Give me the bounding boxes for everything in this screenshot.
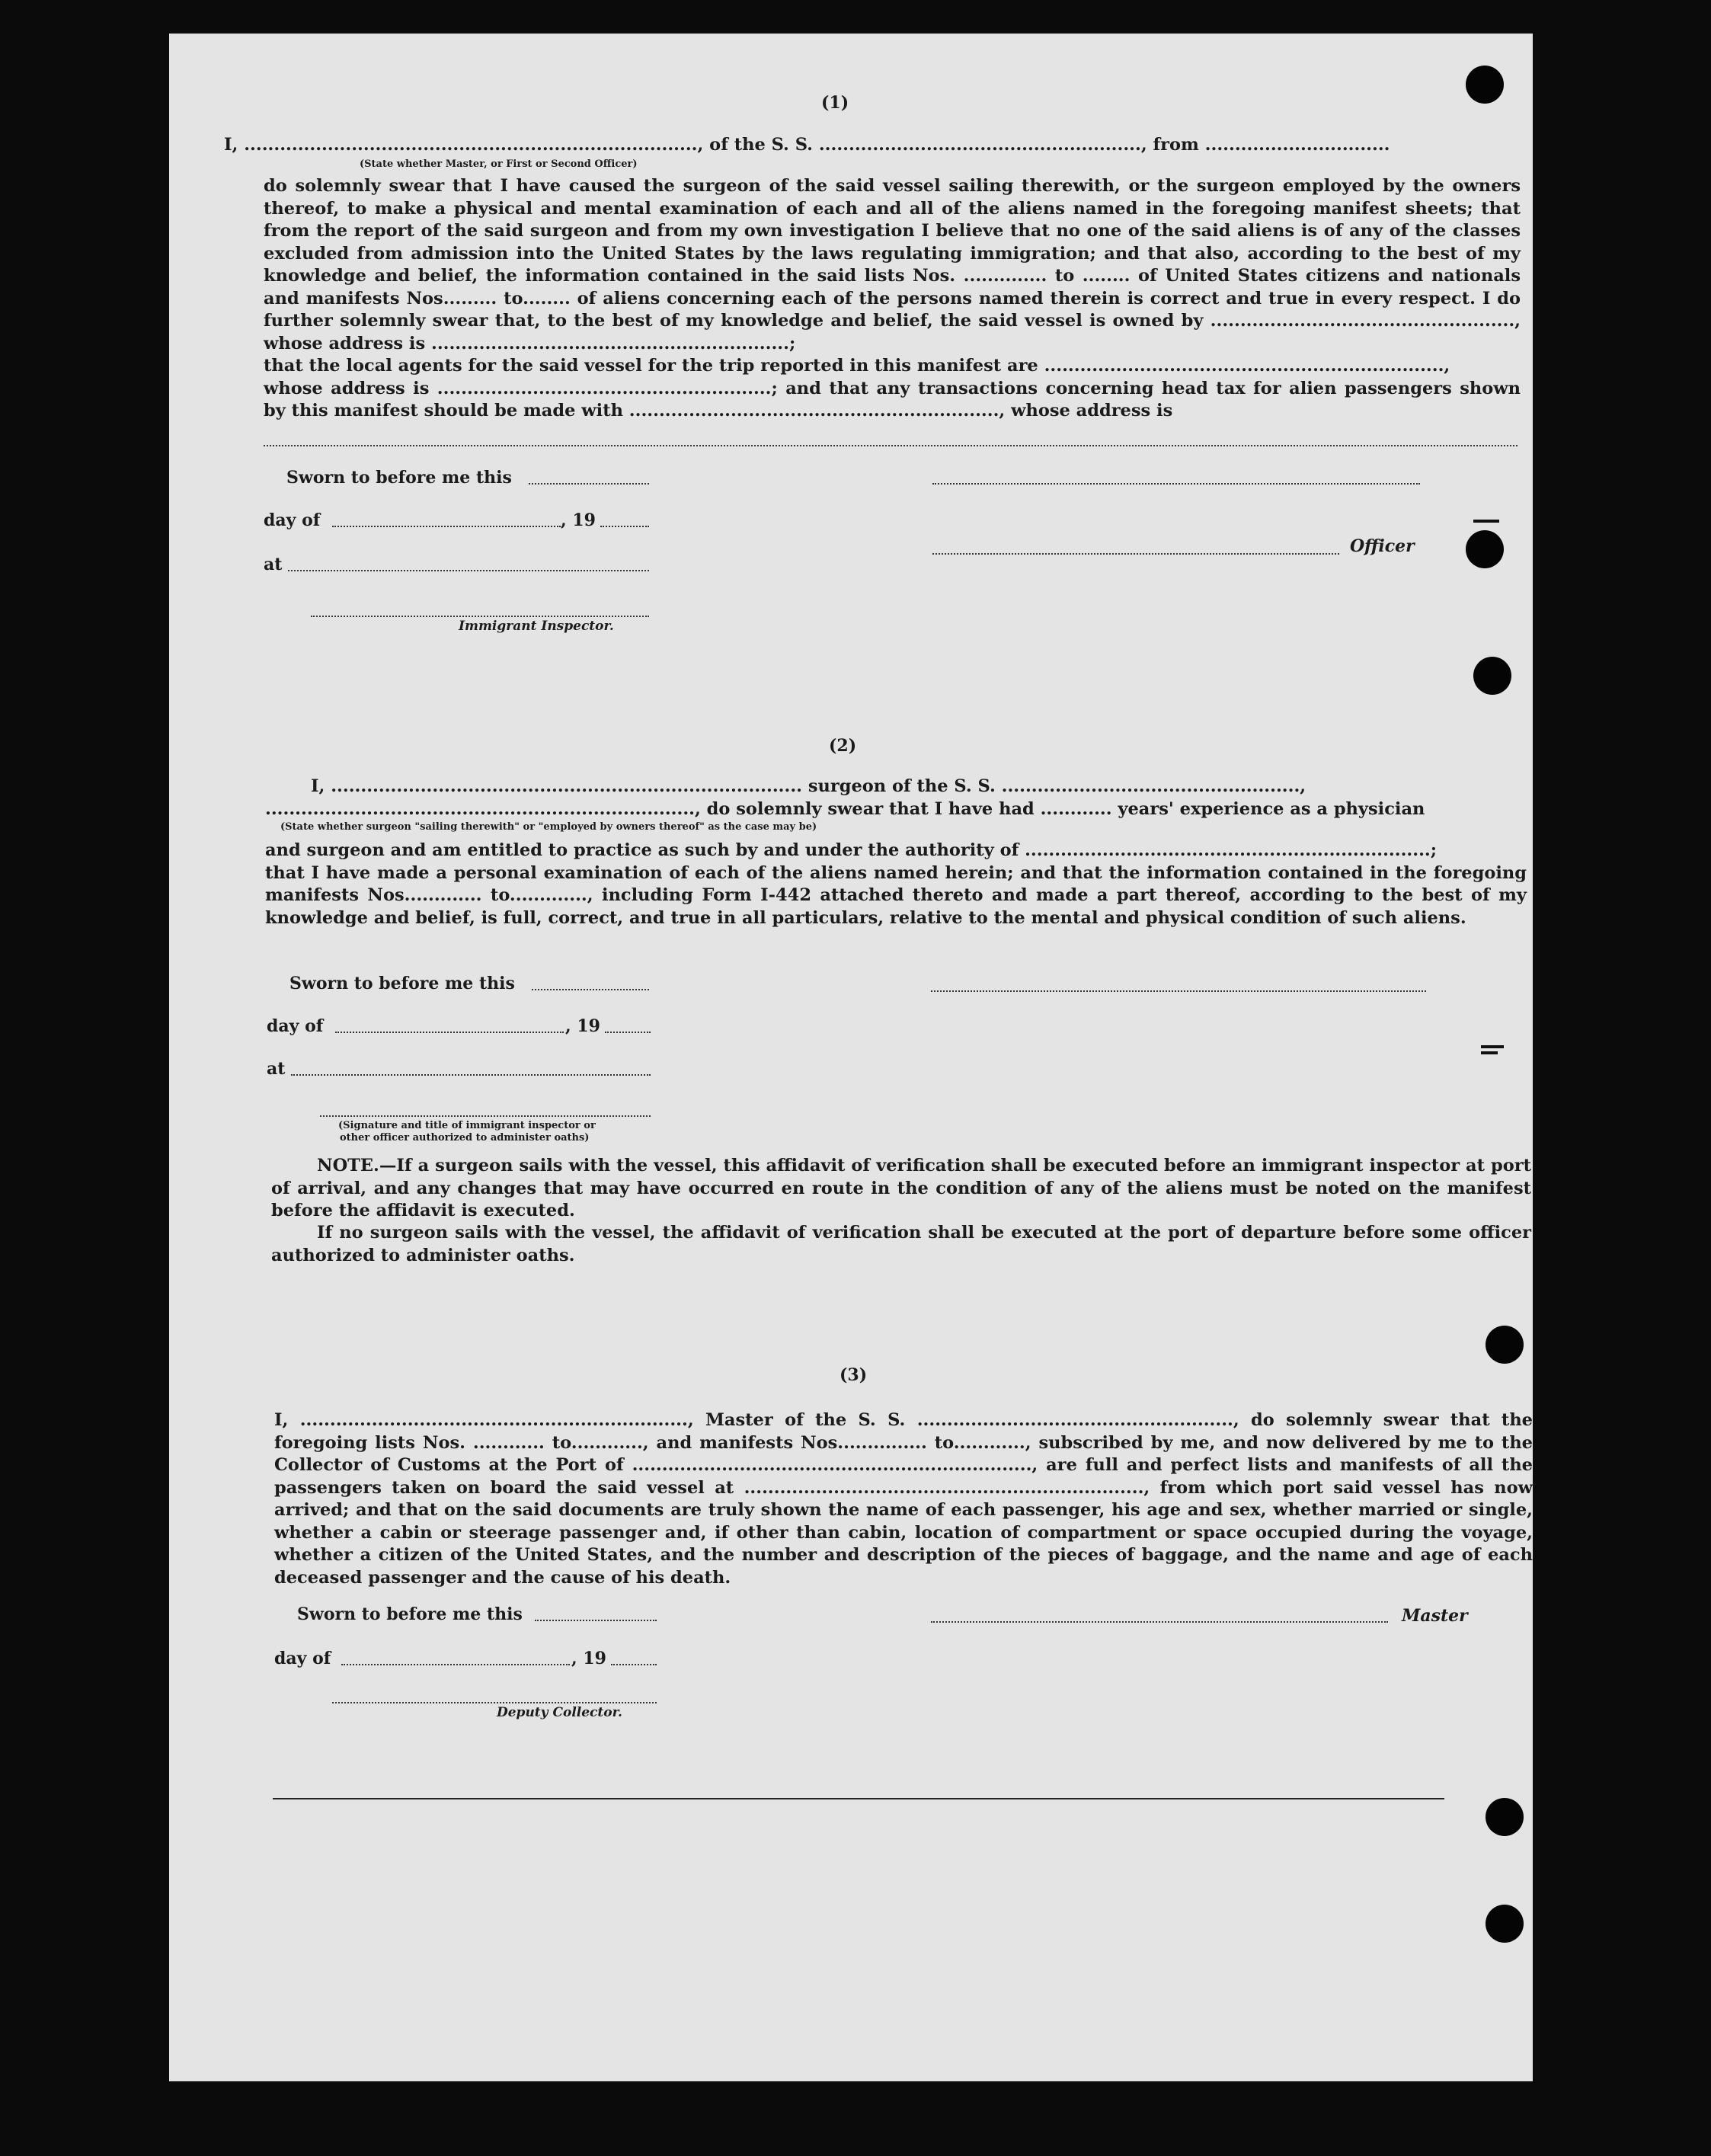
section2-day-line (335, 1032, 564, 1033)
binder-hole (1473, 657, 1511, 695)
section1-sworn-line (529, 483, 649, 485)
binder-hole (1486, 1798, 1524, 1836)
section1-at-label: at (264, 555, 283, 574)
section3-master-label: Master (1402, 1606, 1468, 1626)
section3-year-line (611, 1664, 657, 1665)
section2-number: (2) (829, 736, 857, 756)
section2-sworn-line (532, 989, 649, 990)
section1-at-line (288, 570, 649, 571)
section2-caption: (State whether surgeon "sailing therewith" or "employed by owners thereof" as the case may be) (280, 821, 817, 833)
section2-year-label: , 19 (565, 1016, 600, 1036)
section3-day-label: day of (274, 1649, 331, 1668)
section1-signature-line (932, 483, 1420, 485)
binder-hole (1466, 66, 1504, 104)
section2-day-label: day of (267, 1016, 324, 1036)
section1-body: do solemnly swear that I have caused the surgeon of the said vessel sailing therewith, or the surgeon employed by the owners thereof, to make a physical and mental examination of each and all of the aliens named in the foregoing manifest sheets; that from the report of the said surgeon and from my own investigation I believe that no one of the said aliens is of any of the classes excluded from admission into the United States by the laws regulating immigration; and that also, according to the best of my knowledge and belief, the information contained in the said lists Nos. .............. to ........ of United States citizens and nationals and manifests Nos......... to........ of aliens concerning each of the persons named therein is correct and true in every respect. I do further solemnly swear that, to the best of my knowledge and belief, the said vessel is owned by ..................................................., whose address is ............................................................; that the local agents for the said vessel for the trip reported in this manifest are ..................................................................., whose address is ........................................................; and that any transactions concerning head tax for alien passengers shown by this manifest should be made with .............................................................., whose address is (264, 176, 1521, 421)
section3-master-line (931, 1621, 1388, 1623)
section3-deputy-line (332, 1702, 657, 1703)
section1-caption: (State whether Master, or First or Second Officer) (360, 158, 638, 170)
bottom-rule (273, 1798, 1444, 1799)
section3-number: (3) (840, 1365, 868, 1385)
section2-second-line: ........................................................................, do solemnly swear that I have had ............ years' experience as a physician (265, 799, 1425, 819)
binder-hole (1486, 1905, 1524, 1943)
section1-day-line (332, 526, 561, 527)
section1-day-label: day of (264, 510, 321, 530)
section1-year-line (600, 526, 649, 527)
document-page (169, 34, 1539, 2081)
section1-first-line: I, ............................................................................, of the S. S. ......................................................, from ............................... (224, 135, 1390, 155)
section1-inspector-line (311, 616, 649, 617)
section2-body: and surgeon and am entitled to practice as such by and under the authority of ....................................................................; that I have made a personal examination of each of the aliens named herein; and that the information contained in the foregoing manifests Nos............. to............., including Form I-442 attached thereto and made a part thereof, according to the best of my knowledge and belief, is full, correct, and true in all particulars, relative to the mental and physical condition of such aliens. (265, 840, 1527, 928)
note-label: NOTE. (317, 1156, 379, 1176)
section2-sig-caption-2: other officer authorized to administer oaths) (340, 1132, 590, 1144)
section2-note2: If no surgeon sails with the vessel, the affidavit of verification shall be executed at the port of departure before some officer authorized to administer oaths. (271, 1223, 1537, 1265)
binder-hole (1466, 530, 1504, 568)
section2-sworn-label: Sworn to before me this (289, 974, 515, 993)
section2-at-label: at (267, 1059, 286, 1079)
section1-year-label: , 19 (561, 510, 596, 530)
section2-signature-line (931, 990, 1426, 992)
section1-officer-label: Officer (1350, 536, 1415, 556)
margin-tick (1481, 1045, 1504, 1048)
section2-first-line: I, ............................................................................... surgeon of the S. S. .................................................., (311, 776, 1306, 796)
section3-sworn-line (535, 1620, 657, 1621)
section2-inspector-line (320, 1115, 651, 1117)
margin-tick (1481, 1051, 1498, 1054)
section1-number: (1) (821, 93, 849, 113)
section2-year-line (605, 1032, 651, 1033)
section1-address-line (264, 445, 1518, 446)
section2-note (271, 1155, 1537, 1223)
section2-at-line (291, 1074, 651, 1076)
note-text: —If a surgeon sails with the vessel, this affidavit of verification shall be executed before an immigrant inspector at port of arrival, and any changes that may have occurred en route in the condition of any of the aliens must be noted on the manifest before the affidavit is executed. (271, 1156, 1537, 1220)
section2-sig-caption-1: (Signature and title of immigrant inspector or (338, 1120, 596, 1131)
margin-tick (1473, 520, 1499, 523)
section3-sworn-label: Sworn to before me this (297, 1604, 523, 1624)
section1-officer-line (932, 553, 1339, 555)
section3-day-line (341, 1664, 570, 1665)
section3-year-label: , 19 (571, 1649, 606, 1668)
binder-hole (1486, 1326, 1524, 1364)
section3-body: I, ................................................................., Master of the S. S. ....................................................., do solemnly swear that the foregoing lists Nos. ............ to............, and manifests Nos............... to............, subscribed by me, and now delivered by me to the Collector of Customs at the Port of ..................................................................., are full and perfect lists and manifests of all the passengers taken on board the said vessel at ..................................................................., from which port said vessel has now arrived; and that on the said documents are truly shown the name of each passenger, his age and sex, whether married or single, whether a cabin or steerage passenger and, if other than cabin, location of compartment or space occupied during the voyage, whether a citizen of the United States, and the number and description of the pieces of baggage, and the name and age of each deceased passenger and the cause of his death. (274, 1410, 1539, 1588)
section1-sworn-label: Sworn to before me this (286, 468, 512, 488)
section1-inspector-label: Immigrant Inspector. (459, 619, 614, 634)
section3-deputy-label: Deputy Collector. (497, 1705, 622, 1720)
